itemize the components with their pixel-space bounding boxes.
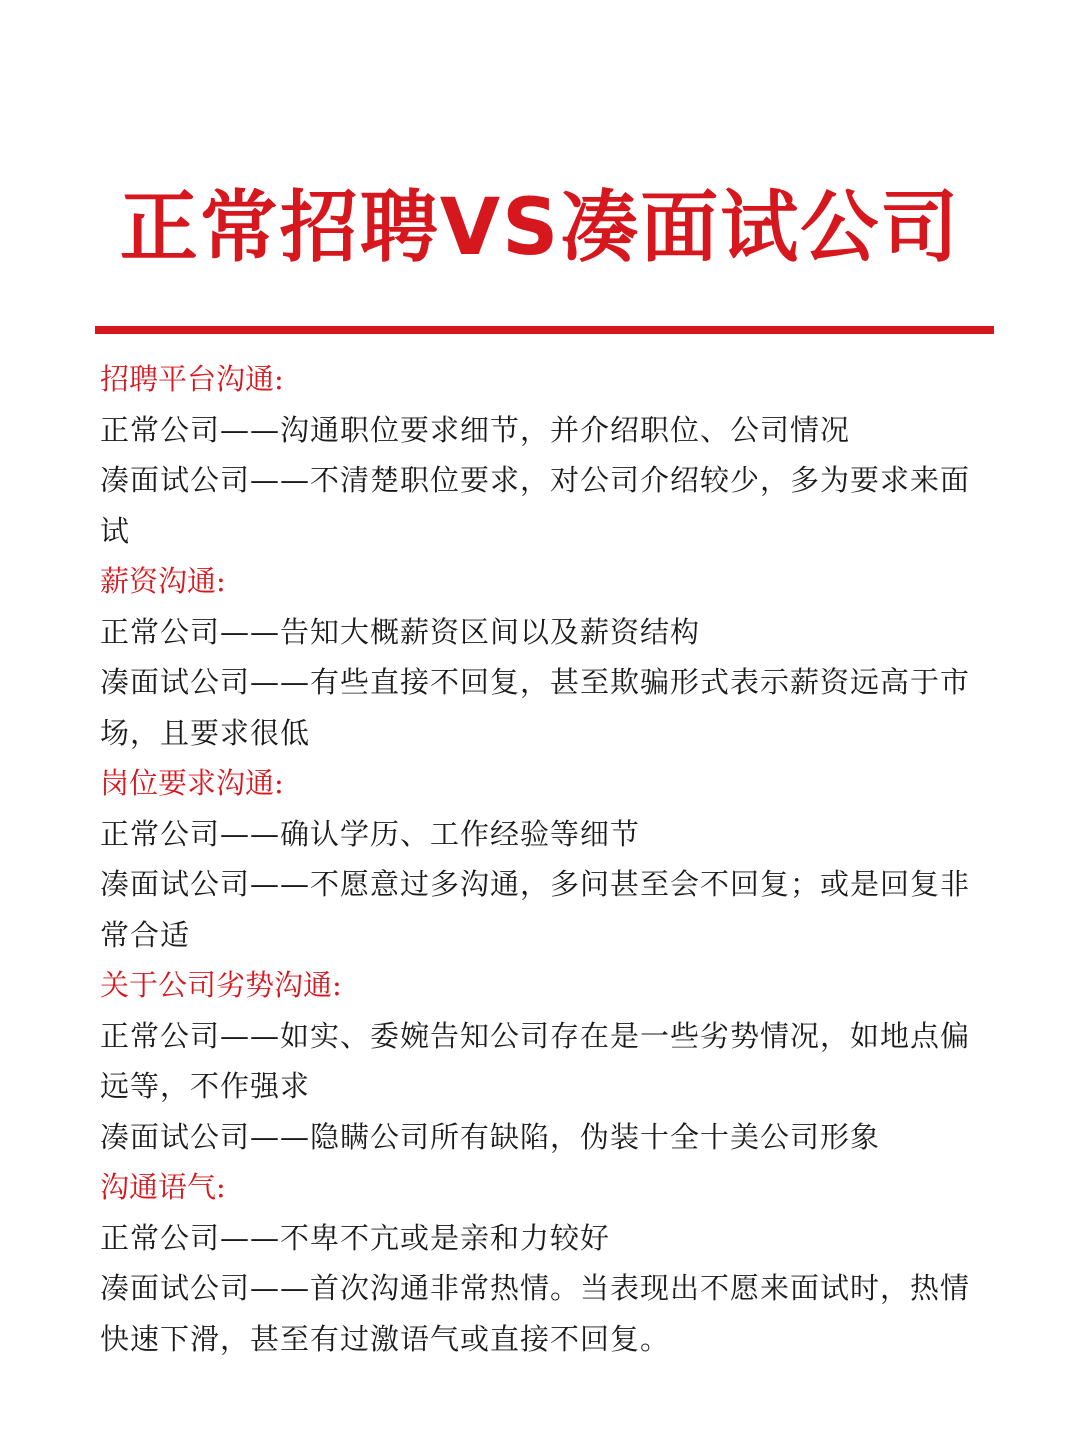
title-divider: [95, 326, 994, 334]
section-heading: 沟通语气:: [100, 1170, 226, 1204]
normal-company-text: 正常公司——如实、委婉告知公司存在是一些劣势情况，如地点偏远等，不作强求: [100, 1018, 971, 1103]
section-recruit-platform: [100, 354, 980, 556]
normal-company-text: 正常公司——沟通职位要求细节，并介绍职位、公司情况: [100, 412, 851, 447]
fake-company-text: 凑面试公司——有些直接不回复，甚至欺骗形式表示薪资远高于市场，且要求很低: [100, 665, 971, 750]
fake-company-text: 凑面试公司——不清楚职位要求，对公司介绍较少，多为要求来面试: [100, 463, 971, 548]
section-heading: 岗位要求沟通:: [100, 766, 284, 800]
fake-company-text: 凑面试公司——首次沟通非常热情。当表现出不愿来面试时，热情快速下滑，甚至有过激语气或直接不回复。: [100, 1271, 971, 1356]
page-title: 正常招聘VS凑面试公司: [119, 183, 961, 273]
section-heading: 关于公司劣势沟通:: [100, 968, 342, 1002]
fake-company-text: 凑面试公司——隐瞒公司所有缺陷，伪装十全十美公司形象: [100, 1119, 881, 1154]
section-tone: [100, 1162, 980, 1364]
fake-company-text: 凑面试公司——不愿意过多沟通，多问甚至会不回复；或是回复非常合适: [100, 867, 971, 952]
section-salary: [100, 556, 980, 758]
article-body: [100, 354, 980, 1364]
section-heading: 招聘平台沟通:: [100, 362, 284, 396]
section-job-requirements: [100, 758, 980, 960]
normal-company-text: 正常公司——确认学历、工作经验等细节: [100, 816, 641, 851]
normal-company-text: 正常公司——告知大概薪资区间以及薪资结构: [100, 614, 701, 649]
section-heading: 薪资沟通:: [100, 564, 226, 598]
section-company-weakness: [100, 960, 980, 1162]
normal-company-text: 正常公司——不卑不亢或是亲和力较好: [100, 1220, 611, 1255]
